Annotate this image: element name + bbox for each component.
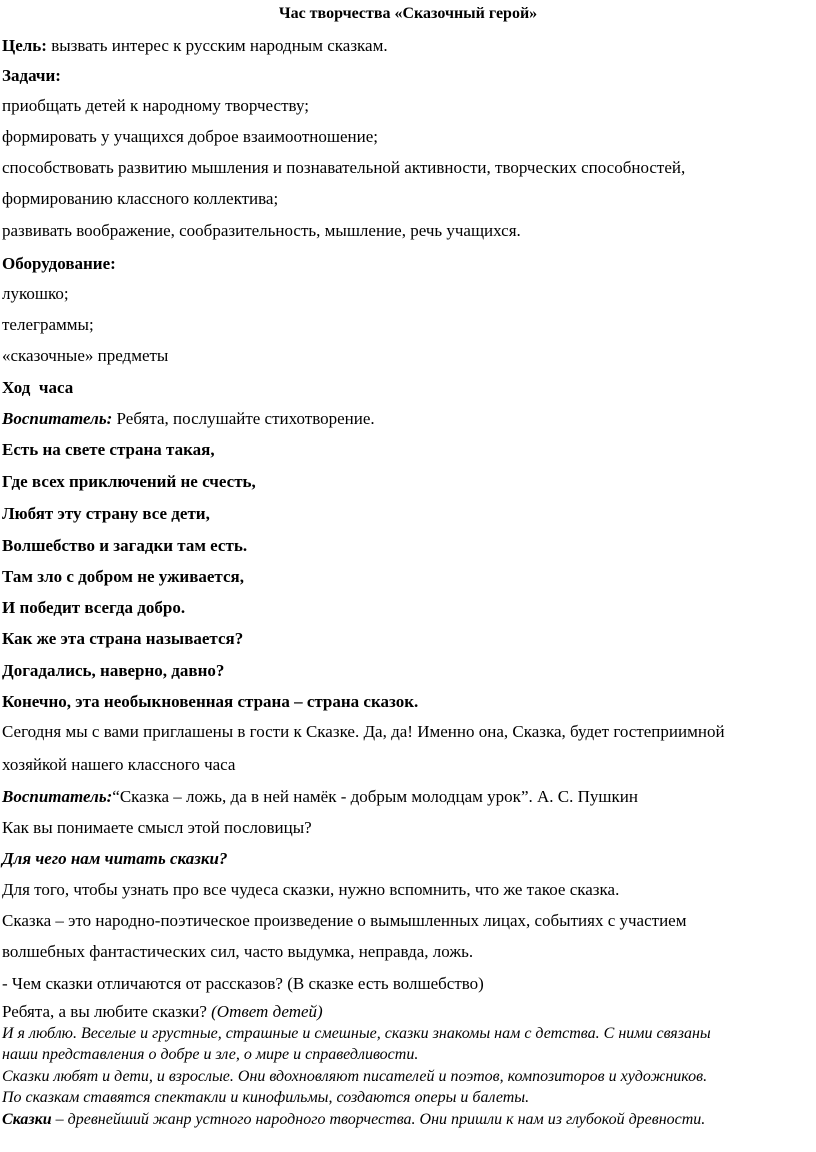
equipment-item: лукошко;: [2, 284, 69, 303]
equipment-item: телеграммы;: [2, 315, 94, 334]
closing-line: И я люблю. Веселые и грустные, страшные и смешные, сказки знакомы нам с детства. С ними связаны: [2, 1025, 711, 1042]
teacher-label: Воспитатель:: [2, 409, 113, 428]
goal-line: [2, 35, 388, 57]
poem-line: Есть на свете страна такая,: [2, 440, 215, 459]
why-question: Для чего нам читать сказки?: [2, 849, 228, 868]
love-question: Ребята, а вы любите сказки?: [2, 1002, 212, 1021]
poem-line: Волшебство и загадки там есть.: [2, 536, 248, 555]
love-question-line: [2, 1001, 323, 1023]
proverb-question: Как вы понимаете смысл этой пословицы?: [2, 818, 312, 837]
closing-line: По сказкам ставятся спектакли и кинофильмы, создаются оперы и балеты.: [2, 1089, 530, 1106]
task-item: приобщать детей к народному творчеству;: [2, 96, 309, 115]
poem-line: Где всех приключений не счесть,: [2, 472, 256, 491]
love-answer: (Ответ детей): [211, 1002, 323, 1021]
equipment-item: «сказочные» предметы: [2, 346, 169, 365]
equipment-label: Оборудование:: [2, 254, 116, 273]
goal-label: Цель:: [2, 36, 47, 55]
answer-line: Для того, чтобы узнать про все чудеса сказки, нужно вспомнить, что же такое сказка.: [2, 880, 620, 899]
difference-question: - Чем сказки отличаются от рассказов? (В сказке есть волшебство): [2, 974, 484, 993]
task-item: способствовать развитию мышления и познавательной активности, творческих способностей,: [2, 158, 686, 177]
poem-line: Как же эта страна называется?: [2, 629, 244, 648]
poem-line: И победит всегда добро.: [2, 598, 186, 617]
teacher-label: Воспитатель:: [2, 787, 113, 806]
task-item: формированию классного коллектива;: [2, 189, 279, 208]
teacher-proverb-line: [2, 786, 638, 808]
definition-line: волшебных фантастических сил, часто выдумка, неправда, ложь.: [2, 942, 474, 961]
invite-line: хозяйкой нашего классного часа: [2, 755, 236, 774]
invite-line: Сегодня мы с вами приглашены в гости к Сказке. Да, да! Именно она, Сказка, будет гостеприимной: [2, 722, 725, 741]
proverb-text: “Сказка – ложь, да в ней намёк - добрым молодцам урок”. А. С. Пушкин: [112, 787, 638, 806]
final-line: [2, 1110, 705, 1130]
poem-line: Догадались, наверно, давно?: [2, 661, 225, 680]
task-item: развивать воображение, сообразительность, мышление, речь учащихся.: [2, 221, 521, 240]
task-item: формировать у учащихся доброе взаимоотношение;: [2, 127, 378, 146]
definition-line: Сказка – это народно-поэтическое произведение о вымышленных лицах, событиях с участием: [2, 911, 687, 930]
poem-line: Конечно, эта необыкновенная страна – страна сказок.: [2, 692, 419, 711]
teacher-intro-line: [2, 408, 375, 430]
poem-line: Любят эту страну все дети,: [2, 504, 210, 523]
final-text: – древнейший жанр устного народного творчества. Они пришли к нам из глубокой древности.: [51, 1111, 706, 1128]
poem-line: Там зло с добром не уживается,: [2, 567, 244, 586]
final-bold-word: Сказки: [2, 1111, 52, 1128]
course-heading: Ход часа: [2, 378, 74, 397]
goal-text: вызвать интерес к русским народным сказкам.: [46, 36, 388, 55]
closing-line: Сказки любят и дети, и взрослые. Они вдохновляют писателей и поэтов, композиторов и художников.: [2, 1068, 708, 1085]
closing-line: наши представления о добре и зле, о мире и справедливости.: [2, 1046, 419, 1063]
tasks-label: Задачи:: [2, 66, 61, 85]
document-title: Час творчества «Сказочный герой»: [278, 5, 538, 22]
teacher-intro-text: Ребята, послушайте стихотворение.: [112, 409, 375, 428]
